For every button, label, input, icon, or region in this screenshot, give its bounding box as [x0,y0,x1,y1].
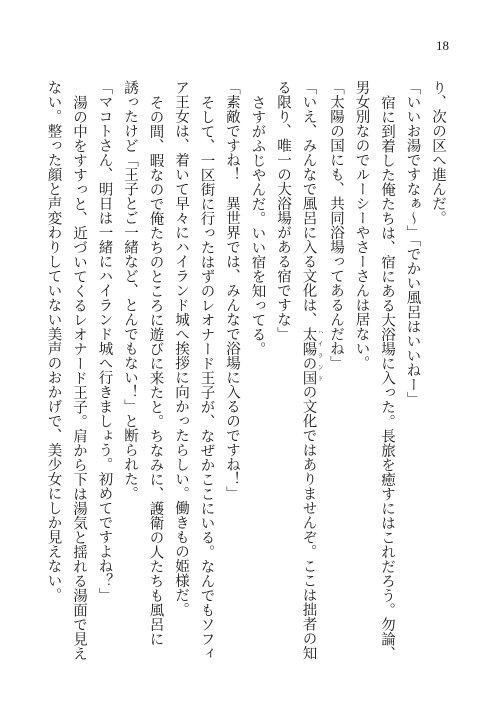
text-line: り、次の区へ進んだ。 [430,80,446,225]
page-number: 18 [436,38,449,53]
text-line: 誘ったけど「王子とご一緒など、とんでもない！」と断られた。 [122,80,138,501]
text-line: ア王女は、着いて早々にハイランド城へ挨拶に向かったらしい。働きもの姫様だ。 [173,80,189,617]
novel-text [42,80,450,670]
text-line: る限り、唯一の大浴場がある宿ですな」 [275,80,291,341]
text-line: その間、暇なので俺たちのところに遊びに来たと。ちなみに、護衛の人たちも風呂に [147,94,164,646]
text-line: 湯の中をすすっと、近づいてくるレオナード王子。肩から下は湯気と揺れる湯面で見え [71,94,87,660]
text-line: 宿に到着した俺たちは、宿にある大浴場に入った。長旅を癒すにはこれだろう。勿論、 [379,94,395,660]
text-line: 「いいお湯ですなぁ～」「でかい風呂はいいねー」 [404,80,421,407]
text-line: 「マコトさん、明日は一緒にハイランド城へ行きましょう。初めてですよね？」 [96,80,113,602]
text-line: そして、一区街に行ったはずのレオナード王子が、なぜかここにいる。なんでもソフィ [198,94,215,660]
ruby-reading: ハイランド [316,326,323,385]
text-line: 「太陽の国にも、共同浴場ってあるんだね」 [328,80,344,370]
text-line: ない。整った顔と声変わりしていない美声のおかげで、美少女にしか見えない。 [45,80,62,602]
text-line: 男女別なのでルーシーやさーさんは居ない。 [353,80,370,370]
text-line: 「素敵ですね！ 異世界では、みんなで浴場に入るのですね！」 [224,80,240,501]
text-line: 「いえ、みんなで風呂に入る文化は、太陽の国 ハイランドの文化ではありませんぞ。ここは拙者の知 [300,80,323,660]
text-line: さすがふじやんだ。いい宿を知ってる。 [249,94,266,356]
